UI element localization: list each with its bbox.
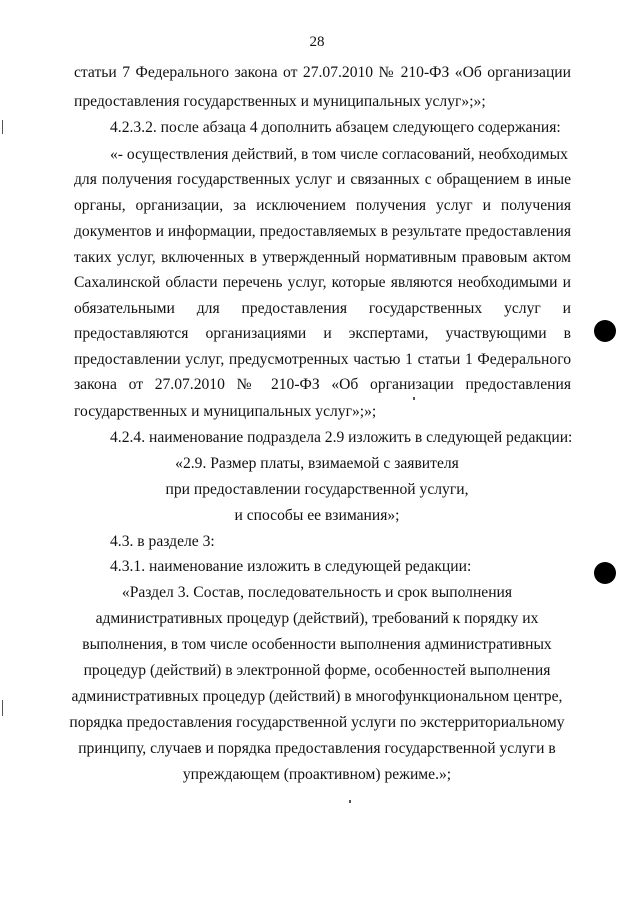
page-number: 28: [309, 34, 325, 50]
heading-line: упреждающем (проактивном) режиме.»;: [182, 766, 452, 783]
text-line: Сахалинской области перечень услуг, которые являются необходимыми и: [74, 274, 571, 291]
heading-line: «2.9. Размер платы, взимаемой с заявителя: [175, 455, 459, 472]
heading-line: «Раздел 3. Состав, последовательность и срок выполнения: [121, 584, 513, 601]
text-line: органы, организации, за исключением получения услуг и получения: [74, 197, 571, 214]
text-line: закона от 27.07.2010 № 210-ФЗ «Об организации предоставления: [74, 376, 571, 393]
heading-line: порядка предоставления государственной услуги по экстерриториальному: [69, 714, 565, 731]
text-line: документов и информации, предоставляемых в результате предоставления: [74, 223, 571, 240]
scan-edge-mark: [2, 120, 3, 134]
text-line: предоставляются организациями и экспертами, участвующими в: [74, 325, 571, 342]
text-line: обязательными для предоставления государственных услуг и: [74, 300, 571, 317]
punch-hole-mark: [594, 562, 616, 584]
text-line: статьи 7 Федерального закона от 27.07.2010 № 210-ФЗ «Об организации: [74, 64, 571, 81]
scan-edge-mark: [2, 700, 3, 716]
scan-speck: [413, 397, 415, 400]
text-line: 4.3. в разделе 3:: [110, 533, 215, 550]
scan-speck: [349, 800, 351, 803]
text-line: 4.3.1. наименование изложить в следующей редакции:: [110, 558, 472, 575]
heading-line: административных процедур (действий), требований к порядку их: [95, 610, 539, 627]
heading-line: и способы ее взимания»;: [234, 507, 400, 524]
heading-line: процедур (действий) в электронной форме, особенностей выполнения: [83, 662, 551, 679]
text-line: 4.2.3.2. после абзаца 4 дополнить абзацем следующего содержания:: [110, 119, 561, 136]
heading-line: административных процедур (действий) в многофункциональном центре,: [71, 688, 563, 705]
text-line: предоставления государственных и муниципальных услуг»;»;: [74, 93, 486, 110]
text-line: предоставлении услуг, предусмотренных частью 1 статьи 1 Федерального: [74, 351, 571, 368]
text-line: таких услуг, включенных в утвержденный нормативным правовым актом: [74, 249, 571, 266]
punch-hole-mark: [594, 320, 616, 342]
text-line: для получения государственных услуг и связанных с обращением в иные: [74, 171, 571, 188]
heading-line: принципу, случаев и порядка предоставления государственной услуги в: [78, 740, 556, 757]
text-line: «- осуществления действий, в том числе согласований, необходимых: [110, 146, 568, 163]
text-line: 4.2.4. наименование подраздела 2.9 изложить в следующей редакции:: [110, 429, 573, 446]
heading-line: выполнения, в том числе особенности выполнения административных: [82, 636, 552, 653]
heading-line: при предоставлении государственной услуги,: [165, 481, 469, 498]
text-line: государственных и муниципальных услуг»;»;: [74, 403, 377, 420]
